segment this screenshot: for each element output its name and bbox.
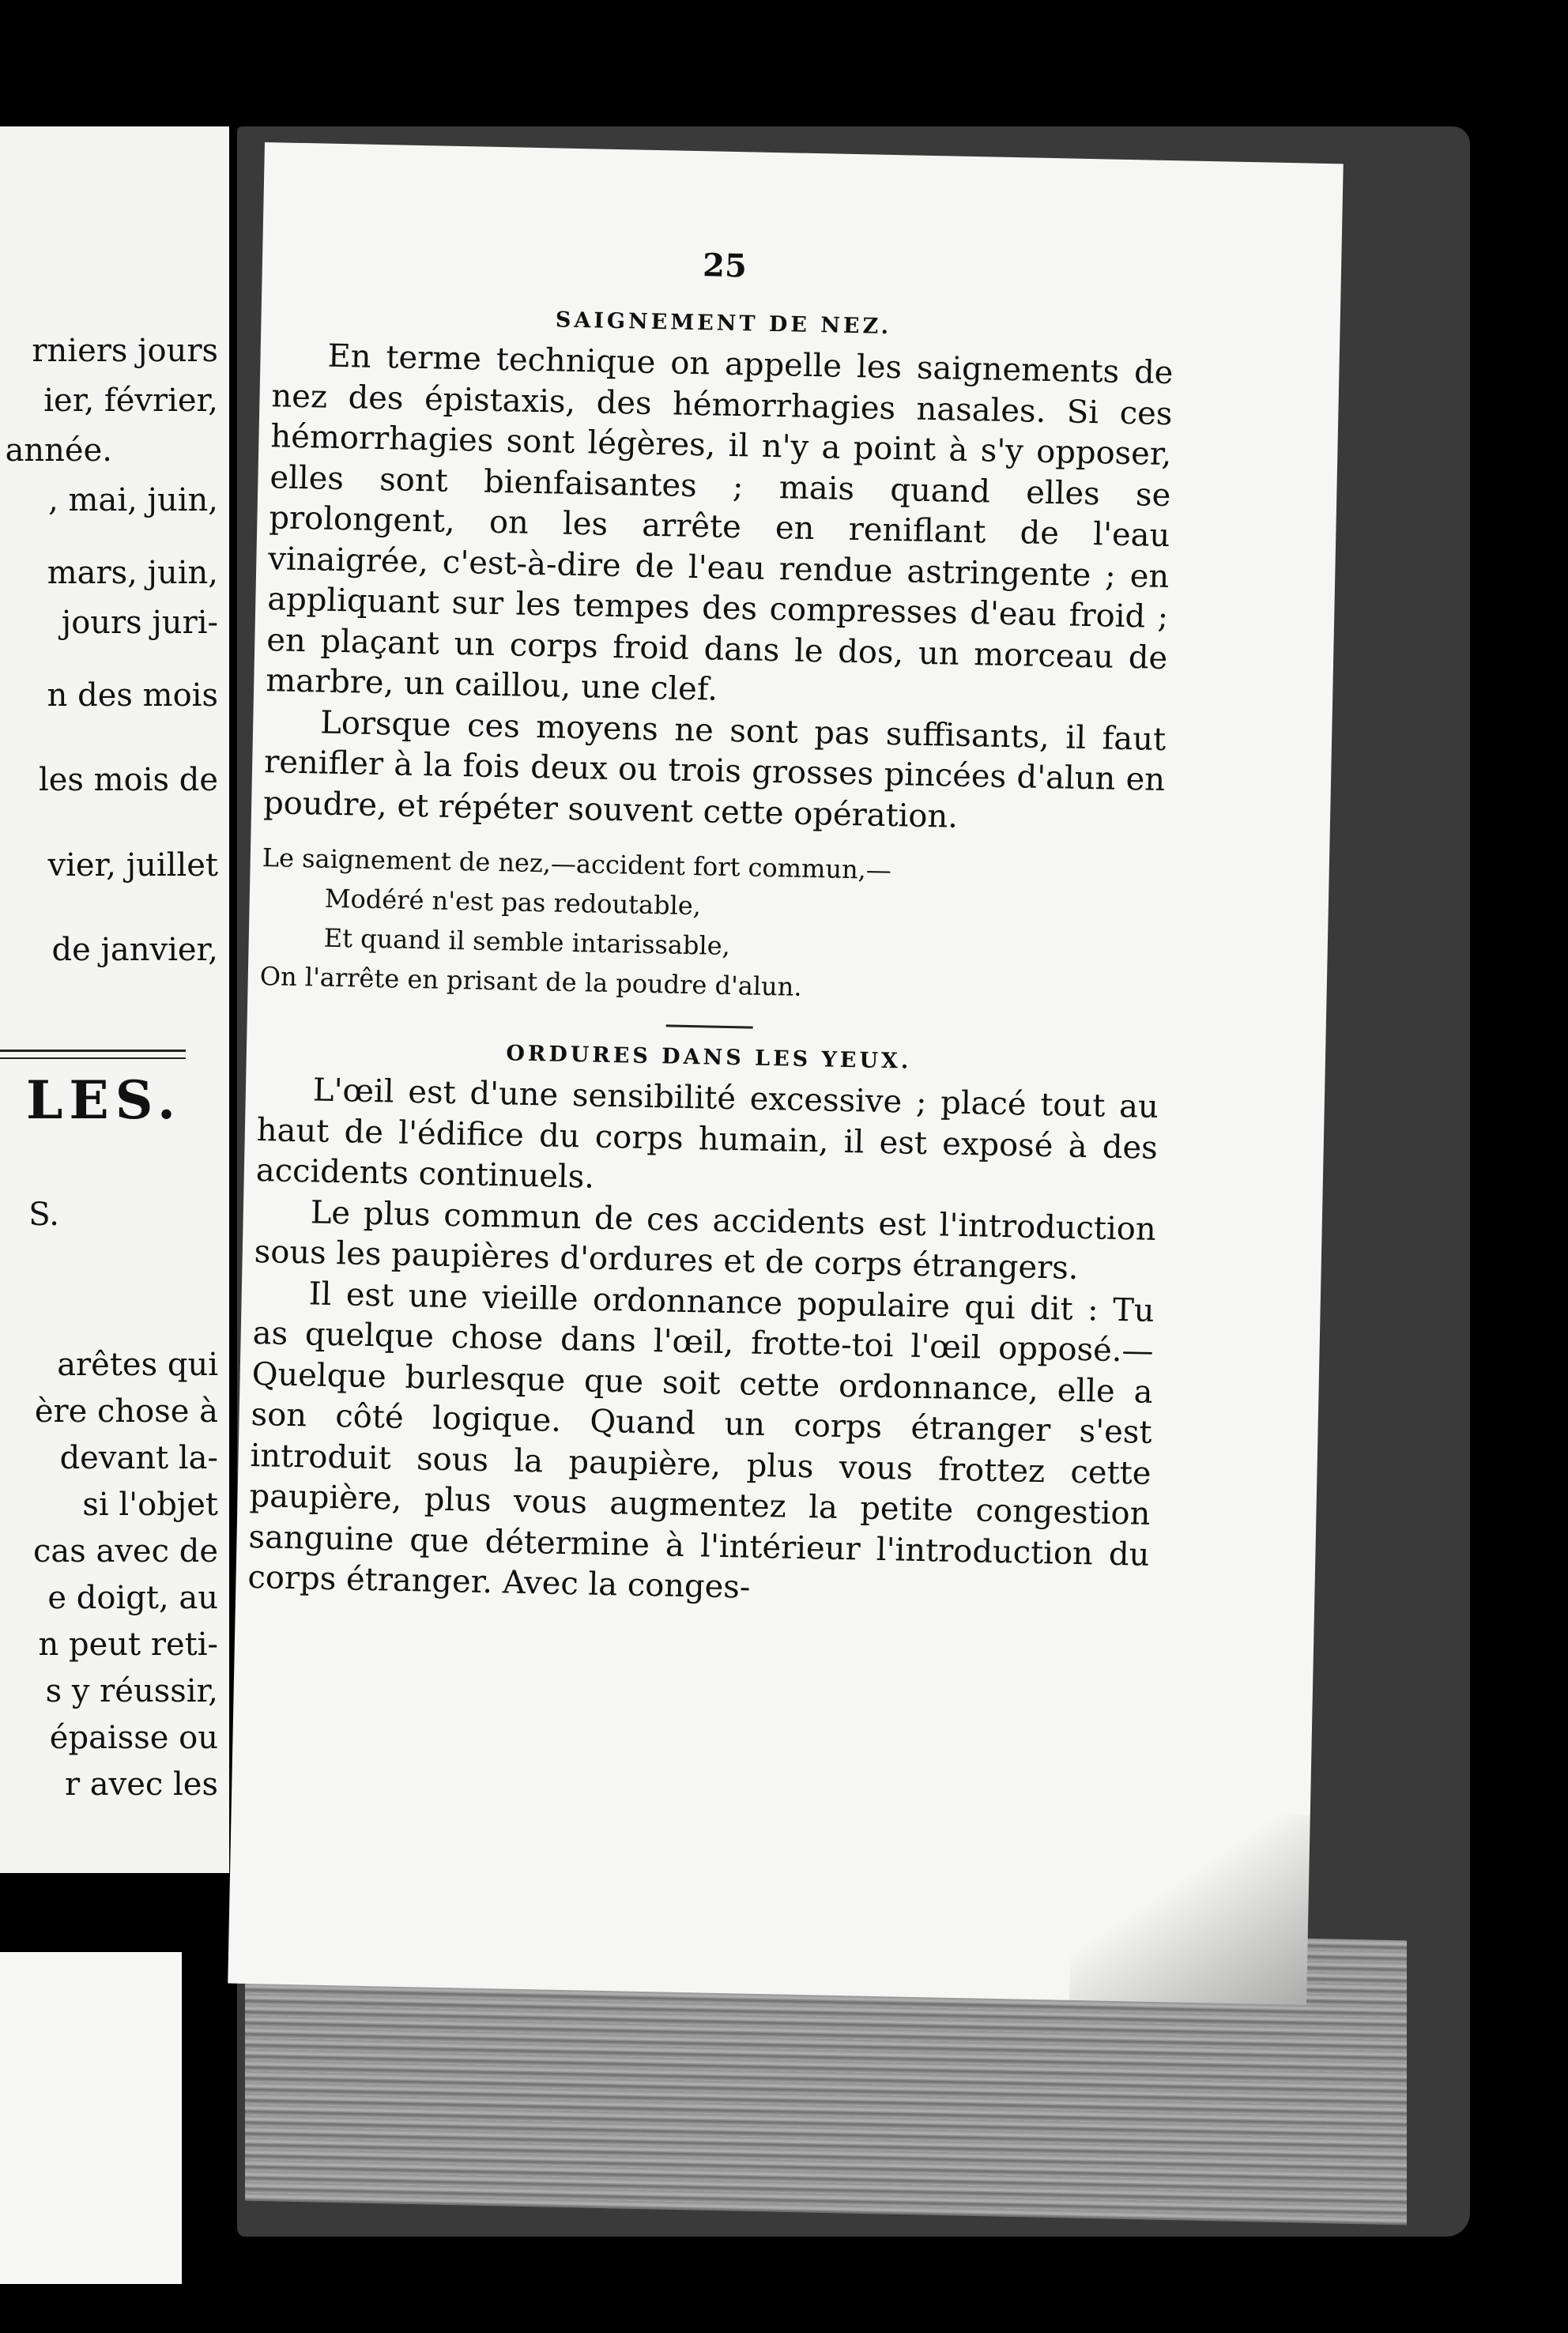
left-rule <box>0 1057 186 1059</box>
left-line: cas avec de <box>32 1533 218 1570</box>
left-rule <box>0 1050 186 1052</box>
page-stain <box>1069 1811 1310 2005</box>
left-line: r avec les <box>64 1766 218 1803</box>
book-page <box>228 142 1343 2005</box>
left-line: arêtes qui <box>57 1347 218 1383</box>
left-section-heading: LES. <box>26 1069 182 1131</box>
left-line: devant la- <box>59 1440 218 1476</box>
left-line: jours juri- <box>61 605 218 641</box>
section-heading: SAIGNEMENT DE NEZ. <box>555 307 892 339</box>
left-line: si l'objet <box>82 1487 218 1523</box>
left-line: ère chose à <box>34 1393 218 1430</box>
page-content <box>247 237 1175 1616</box>
paragraph: En terme technique on appelle les saignements de nez des épistaxis, des hémorrhagies nasales. Si ces hémorrhagies sont légères, il n'y a point à s'y opposer, elles sont bienfaisantes ; mais quand elles se prolongent, on les arrête en reniflant de l'eau vinaigrée, c'est-à-dire de l'eau rendue astringente ; en appliquant sur les tempes des compresses d'eau froid ; en plaçant un corps froid dans le dos, un morceau de marbre, un caillou, une clef. <box>265 337 1174 708</box>
paragraph: L'œil est d'une sensibilité excessive ; placé tout au haut de l'édifice du corps humain, il est exposé à des accidents continuels. <box>255 1072 1159 1196</box>
verse-line: Modéré n'est pas redoutable, <box>324 883 702 922</box>
left-line: épaisse ou <box>49 1720 218 1756</box>
left-line: mars, juin, <box>47 555 218 591</box>
paragraph: Le plus commun de ces accidents est l'introduction sous les paupières d'ordures et de corps étrangers. <box>254 1193 1157 1287</box>
left-line: année. <box>5 432 112 469</box>
left-line: , mai, juin, <box>48 482 218 518</box>
left-line: rniers jours <box>32 333 218 369</box>
left-line: vier, juillet <box>47 847 218 884</box>
left-line: e doigt, au <box>47 1580 218 1616</box>
section-heading: ORDURES DANS LES YEUX. <box>506 1041 912 1074</box>
left-line: les mois de <box>38 762 218 798</box>
verse <box>259 838 1163 1014</box>
previous-page-fragment <box>0 126 229 1873</box>
section-divider <box>666 1024 753 1028</box>
left-line: de janvier, <box>51 932 218 968</box>
paragraph: Lorsque ces moyens ne sont pas suffisants, il faut renifler à la fois deux ou trois grosses pincées d'alun en poudre, et répéter souvent cette opération. <box>262 704 1167 835</box>
verse-line: On l'arrête en prisant de la poudre d'alun. <box>259 961 802 1002</box>
previous-page-bottom <box>0 1952 182 2284</box>
paragraph: Il est une vieille ordonnance populaire qui dit : Tu as quelque chose dans l'œil, frotte-toi l'œil opposé.—Quelque burlesque que soit cette ordonnance, elle a son côté logique. Quand un corps étranger s'est introduit sous la paupière, plus vous frottez cette paupière, plus vous augmentez la petite congestion sanguine que détermine à l'intérieur l'introduction du corps étranger. Avec la conges- <box>247 1275 1155 1606</box>
verse-line: Le saignement de nez,—accident fort commun,— <box>262 842 892 886</box>
page-number: 25 <box>702 247 748 285</box>
left-sub-line: S. <box>28 1197 59 1233</box>
left-line: ier, février, <box>43 383 218 419</box>
left-line: n des mois <box>47 677 218 714</box>
left-line: n peut reti- <box>38 1626 218 1663</box>
left-line: s y réussir, <box>45 1673 218 1709</box>
verse-line: Et quand il semble intarissable, <box>323 922 731 962</box>
